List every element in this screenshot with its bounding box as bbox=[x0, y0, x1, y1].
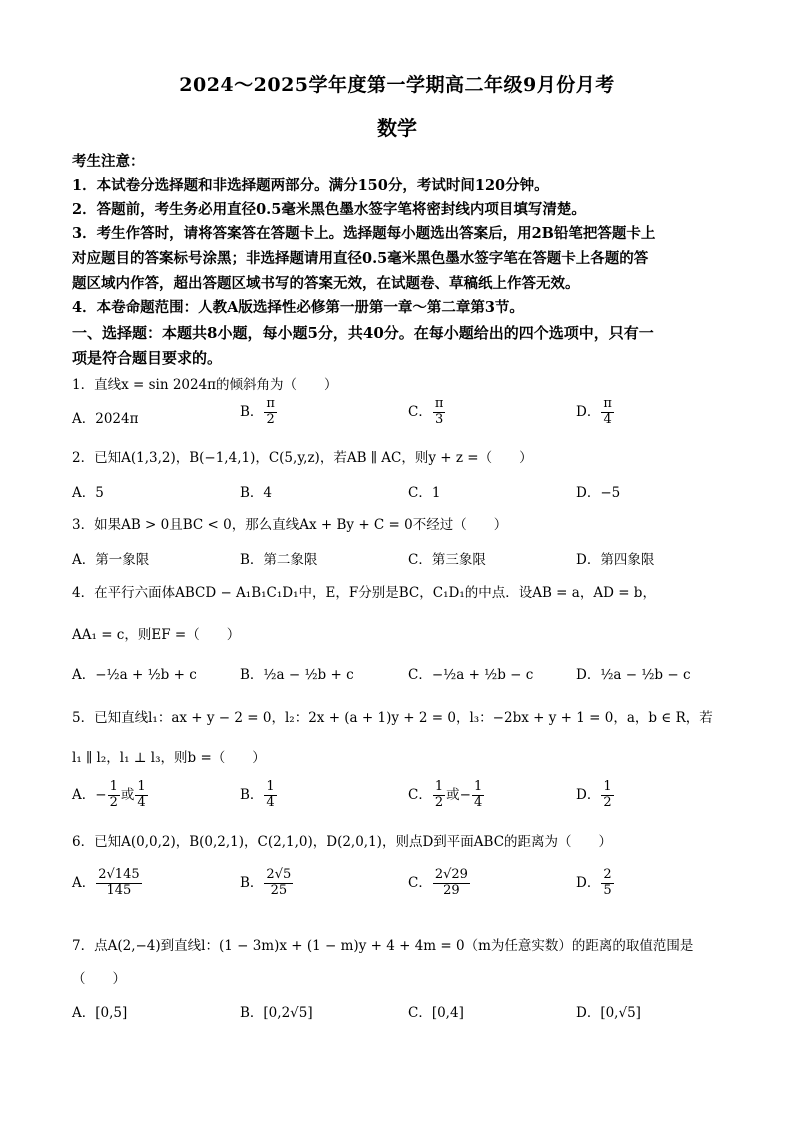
question-4-stem-cont: AA₁ = c，则EF =（ ） bbox=[72, 627, 241, 643]
question-2-option-c[interactable]: C．1 bbox=[408, 485, 441, 501]
notice-item: 3．考生作答时，请将答案答在答题卡上。选择题每小题选出答案后，用2B铅笔把答题卡上 bbox=[72, 225, 656, 242]
notice-item: 4．本卷命题范围：人教A版选择性必修第一册第一章～第二章第3节。 bbox=[72, 299, 524, 316]
question-4-option-d[interactable]: D．½a − ½b − c bbox=[576, 667, 691, 683]
question-7-option-a[interactable]: A．[0,5] bbox=[72, 1005, 128, 1021]
question-4-option-c[interactable]: C．−½a + ½b − c bbox=[408, 667, 534, 683]
subject-title: 数学 bbox=[377, 116, 417, 140]
question-5-option-b[interactable]: B． $\frac{1}{4}$ bbox=[240, 779, 275, 810]
question-7-option-d[interactable]: D．[0,√5] bbox=[576, 1005, 641, 1021]
question-7-stem-cont: （ ） bbox=[72, 971, 126, 987]
notice-item: 1．本试卷分选择题和非选择题两部分。满分150分，考试时间120分钟。 bbox=[72, 177, 549, 194]
question-4-option-b[interactable]: B．½a − ½b + c bbox=[240, 667, 354, 683]
question-6-option-a[interactable]: A． $\frac{2√145}{145}$ bbox=[72, 867, 140, 898]
question-7-option-c[interactable]: C．[0,4] bbox=[408, 1005, 464, 1021]
question-4-option-a[interactable]: A．−½a + ½b + c bbox=[72, 667, 197, 683]
question-3-option-c[interactable]: C．第三象限 bbox=[408, 552, 486, 568]
question-2-stem: 2．已知A(1,3,2)，B(−1,4,1)，C(5,y,z)，若AB ∥ AC，则y + z =（ ） bbox=[72, 450, 533, 466]
question-7-stem: 7．点A(2,−4)到直线l：(1 − 3m)x + (1 − m)y + 4 + 4m = 0（m为任意实数）的距离的取值范围是 bbox=[72, 938, 694, 954]
question-5-option-c[interactable]: C． $\frac{1}{2}$ 或− $\frac{1}{4}$ bbox=[408, 779, 483, 810]
section-heading: 项是符合题目要求的。 bbox=[72, 349, 223, 367]
question-7-option-b[interactable]: B．[0,2√5] bbox=[240, 1005, 313, 1021]
notice-item: 对应题目的答案标号涂黑；非选择题请用直径0.5毫米黑色墨水签字笔在答题卡上各题的答 bbox=[72, 250, 649, 267]
question-3-option-d[interactable]: D．第四象限 bbox=[576, 552, 655, 568]
question-1-option-b[interactable]: B． $\frac{\pi}{2}$ bbox=[240, 396, 275, 427]
question-1-option-a[interactable]: A．2024π bbox=[72, 411, 139, 427]
question-5-stem-cont: l₁ ∥ l₂，l₁ ⊥ l₃，则b =（ ） bbox=[72, 750, 266, 766]
question-3-stem: 3．如果AB > 0且BC < 0，那么直线Ax + By + C = 0不经过（ ） bbox=[72, 517, 508, 533]
question-2-option-a[interactable]: A．5 bbox=[72, 485, 104, 501]
question-5-stem: 5．已知直线l₁：ax + y − 2 = 0，l₂：2x + (a + 1)y + 2 = 0，l₃：−2bx + y + 1 = 0，a，b ∈ R，若 bbox=[72, 710, 713, 726]
notice-item: 2．答题前，考生务必用直径0.5毫米黑色墨水签字笔将密封线内项目填写清楚。 bbox=[72, 201, 586, 218]
question-6-stem: 6．已知A(0,0,2)，B(0,2,1)，C(2,1,0)，D(2,0,1)，则点D到平面ABC的距离为（ ） bbox=[72, 834, 613, 850]
question-6-option-c[interactable]: C． $\frac{2√29}{29}$ bbox=[408, 867, 468, 898]
section-heading: 一、选择题：本题共8小题，每小题5分，共40分。在每小题给出的四个选项中，只有一 bbox=[72, 324, 654, 342]
question-2-option-d[interactable]: D．−5 bbox=[576, 485, 621, 501]
question-5-option-d[interactable]: D． $\frac{1}{2}$ bbox=[576, 779, 612, 810]
question-1-option-d[interactable]: D． $\frac{\pi}{4}$ bbox=[576, 396, 612, 427]
question-6-option-d[interactable]: D． $\frac{2}{5}$ bbox=[576, 867, 612, 898]
question-4-stem: 4．在平行六面体ABCD − A₁B₁C₁D₁中，E，F分别是BC，C₁D₁的中点．设AB = a，AD = b， bbox=[72, 585, 656, 601]
question-1-option-c[interactable]: C． $\frac{\pi}{3}$ bbox=[408, 396, 444, 427]
notice-item: 题区域内作答，超出答题区域书写的答案无效，在试题卷、草稿纸上作答无效。 bbox=[72, 275, 580, 292]
question-6-option-b[interactable]: B． $\frac{2√5}{25}$ bbox=[240, 867, 292, 898]
notice-heading: 考生注意： bbox=[72, 153, 145, 170]
question-3-option-a[interactable]: A．第一象限 bbox=[72, 552, 150, 568]
question-1-stem: 1．直线x = sin 2024π的倾斜角为（ ） bbox=[72, 377, 338, 393]
question-3-option-b[interactable]: B．第二象限 bbox=[240, 552, 318, 568]
exam-title: 2024～2025学年度第一学期高二年级9月份月考 bbox=[179, 74, 615, 96]
question-5-option-a[interactable]: A．− $\frac{1}{2}$ 或 $\frac{1}{4}$ bbox=[72, 779, 146, 810]
question-2-option-b[interactable]: B．4 bbox=[240, 485, 273, 501]
